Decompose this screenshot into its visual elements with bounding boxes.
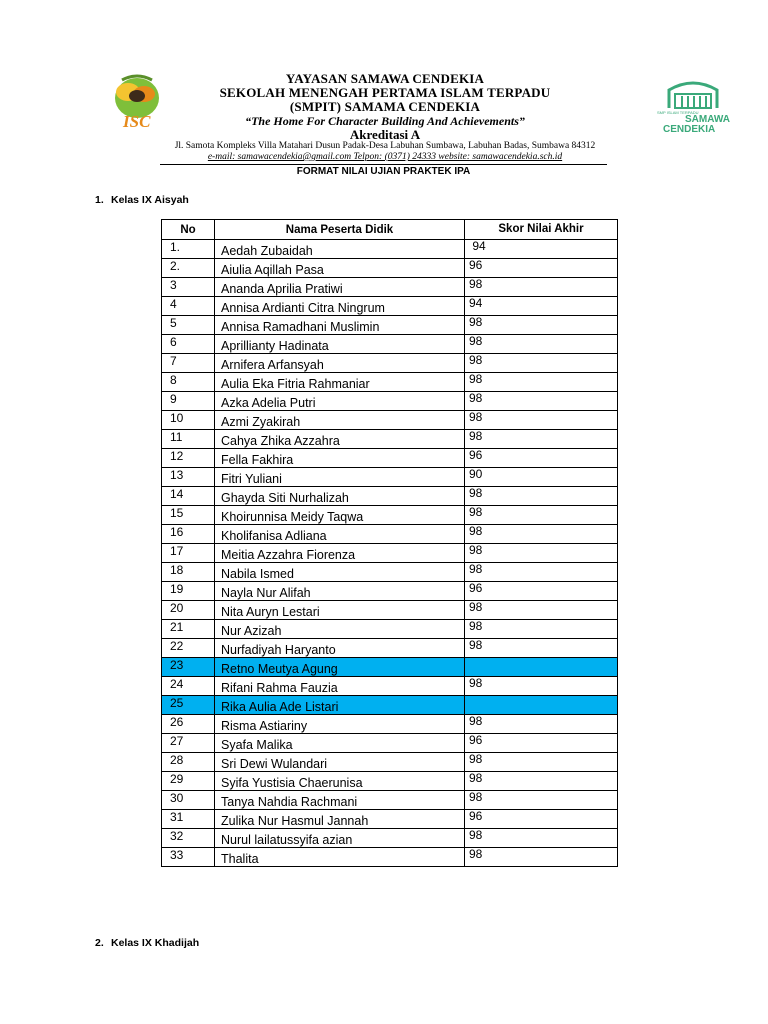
student-name: Arnifera Arfansyah <box>215 354 465 373</box>
row-number: 1. <box>162 240 215 259</box>
student-name: Kholifanisa Adliana <box>215 525 465 544</box>
section-heading-2: 2. Kelas IX Khadijah <box>95 937 200 949</box>
student-name: Sri Dewi Wulandari <box>215 753 465 772</box>
table-row <box>162 563 618 582</box>
final-score: 96 <box>465 582 618 601</box>
table-row <box>162 753 618 772</box>
table-row <box>162 677 618 696</box>
row-number: 9 <box>162 392 215 411</box>
table-row <box>162 430 618 449</box>
row-number: 31 <box>162 810 215 829</box>
row-number: 5 <box>162 316 215 335</box>
row-number: 12 <box>162 449 215 468</box>
student-name: Syafa Malika <box>215 734 465 753</box>
student-name: Ananda Aprilia Pratiwi <box>215 278 465 297</box>
table-row <box>162 772 618 791</box>
student-name: Zulika Nur Hasmul Jannah <box>215 810 465 829</box>
table-row <box>162 582 618 601</box>
header-score: Skor Nilai Akhir <box>465 220 618 240</box>
table-row <box>162 601 618 620</box>
final-score: 98 <box>465 620 618 639</box>
row-number: 29 <box>162 772 215 791</box>
row-number: 10 <box>162 411 215 430</box>
row-number: 24 <box>162 677 215 696</box>
table-row <box>162 810 618 829</box>
final-score: 98 <box>465 772 618 791</box>
final-score: 96 <box>465 449 618 468</box>
row-number: 20 <box>162 601 215 620</box>
student-name: Meitia Azzahra Fiorenza <box>215 544 465 563</box>
final-score: 98 <box>465 430 618 449</box>
table-row <box>162 411 618 430</box>
student-name: Nayla Nur Alifah <box>215 582 465 601</box>
table-row <box>162 240 618 259</box>
logo-left-text: ISC <box>123 112 151 131</box>
row-number: 27 <box>162 734 215 753</box>
final-score: 98 <box>465 677 618 696</box>
table-header-row <box>162 220 618 240</box>
student-name: Rika Aulia Ade Listari <box>215 696 465 715</box>
table-row <box>162 734 618 753</box>
table-row <box>162 392 618 411</box>
student-name: Cahya Zhika Azzahra <box>215 430 465 449</box>
row-number: 7 <box>162 354 215 373</box>
row-number: 32 <box>162 829 215 848</box>
final-score: 98 <box>465 544 618 563</box>
table-row <box>162 791 618 810</box>
section-heading-1: 1. Kelas IX Aisyah <box>95 194 189 206</box>
final-score <box>465 658 618 677</box>
row-number: 17 <box>162 544 215 563</box>
table-row <box>162 278 618 297</box>
student-name: Nita Auryn Lestari <box>215 601 465 620</box>
final-score: 96 <box>465 259 618 278</box>
final-score: 98 <box>465 506 618 525</box>
student-name: Aulia Eka Fitria Rahmaniar <box>215 373 465 392</box>
final-score: 98 <box>465 487 618 506</box>
final-score: 98 <box>465 715 618 734</box>
final-score: 98 <box>465 829 618 848</box>
row-number: 11 <box>162 430 215 449</box>
table-row <box>162 373 618 392</box>
school-level: SEKOLAH MENENGAH PERTAMA ISLAM TERPADU <box>219 85 551 100</box>
table-row <box>162 468 618 487</box>
row-number: 28 <box>162 753 215 772</box>
final-score: 98 <box>465 392 618 411</box>
final-score: 90 <box>465 468 618 487</box>
student-name: Aedah Zubaidah <box>215 240 465 259</box>
student-name: Fella Fakhira <box>215 449 465 468</box>
student-name: Tanya Nahdia Rachmani <box>215 791 465 810</box>
table-row <box>162 620 618 639</box>
final-score: 98 <box>465 316 618 335</box>
student-name: Retno Meutya Agung <box>215 658 465 677</box>
document-title: FORMAT NILAI UJIAN PRAKTEK IPA <box>296 166 471 177</box>
table-row <box>162 696 618 715</box>
row-number: 21 <box>162 620 215 639</box>
student-name: Annisa Ramadhani Muslimin <box>215 316 465 335</box>
table-row <box>162 639 618 658</box>
student-name: Azmi Zyakirah <box>215 411 465 430</box>
final-score: 98 <box>465 848 618 867</box>
student-name: Fitri Yuliani <box>215 468 465 487</box>
row-number: 13 <box>162 468 215 487</box>
header-name: Nama Peserta Didik <box>215 220 465 240</box>
logo-right-line1: SAMAWA <box>685 114 730 125</box>
row-number: 33 <box>162 848 215 867</box>
final-score: 98 <box>465 639 618 658</box>
table-row <box>162 848 618 867</box>
score-table <box>161 219 618 867</box>
student-name: Ghayda Siti Nurhalizah <box>215 487 465 506</box>
final-score: 96 <box>465 810 618 829</box>
table-row <box>162 316 618 335</box>
row-number: 6 <box>162 335 215 354</box>
table-row <box>162 354 618 373</box>
table-row <box>162 297 618 316</box>
student-name: Aprillianty Hadinata <box>215 335 465 354</box>
table-row <box>162 449 618 468</box>
letterhead-divider <box>160 164 607 165</box>
row-number: 19 <box>162 582 215 601</box>
student-name: Nabila Ismed <box>215 563 465 582</box>
row-number: 23 <box>162 658 215 677</box>
final-score <box>465 696 618 715</box>
row-number: 18 <box>162 563 215 582</box>
student-name: Rifani Rahma Fauzia <box>215 677 465 696</box>
table-row <box>162 259 618 278</box>
row-number: 8 <box>162 373 215 392</box>
row-number: 25 <box>162 696 215 715</box>
student-name: Syifa Yustisia Chaerunisa <box>215 772 465 791</box>
student-name: Risma Astiariny <box>215 715 465 734</box>
final-score: 98 <box>465 791 618 810</box>
school-contact: e-mail: samawacendekia@gmail.com Telpon: (0371) 24333 website: samawacendekia.sch.id <box>207 152 563 162</box>
table-row <box>162 715 618 734</box>
student-name: Annisa Ardianti Citra Ningrum <box>215 297 465 316</box>
accreditation: Akreditasi A <box>349 127 421 142</box>
student-name: Khoirunnisa Meidy Taqwa <box>215 506 465 525</box>
table-row <box>162 544 618 563</box>
table-row <box>162 506 618 525</box>
header-no: No <box>162 220 215 240</box>
logo-right-small: SMP ISLAM TERPADU <box>657 110 699 115</box>
student-name: Azka Adelia Putri <box>215 392 465 411</box>
row-number: 26 <box>162 715 215 734</box>
final-score: 96 <box>465 734 618 753</box>
row-number: 2. <box>162 259 215 278</box>
row-number: 15 <box>162 506 215 525</box>
final-score: 94 <box>465 297 618 316</box>
student-name: Nurfadiyah Haryanto <box>215 639 465 658</box>
table-row <box>162 335 618 354</box>
row-number: 30 <box>162 791 215 810</box>
row-number: 14 <box>162 487 215 506</box>
final-score: 98 <box>465 753 618 772</box>
final-score: 98 <box>465 411 618 430</box>
school-motto: “The Home For Character Building And Achievements” <box>245 114 525 128</box>
student-name: Thalita <box>215 848 465 867</box>
foundation-name: YAYASAN SAMAWA CENDEKIA <box>285 71 485 86</box>
school-name: (SMPIT) SAMAMA CENDEKIA <box>289 99 481 114</box>
table-row <box>162 487 618 506</box>
final-score: 98 <box>465 601 618 620</box>
row-number: 22 <box>162 639 215 658</box>
final-score: 98 <box>465 563 618 582</box>
school-address: Jl. Samota Kompleks Villa Matahari Dusun Padak-Desa Labuhan Sumbawa, Labuhan Badas, Sumbawa 84312 <box>174 141 596 151</box>
student-name: Nur Azizah <box>215 620 465 639</box>
logo-right-line2: CENDEKIA <box>663 124 716 134</box>
table-row <box>162 525 618 544</box>
table-row <box>162 829 618 848</box>
table-row <box>162 658 618 677</box>
final-score: 94 <box>465 240 618 259</box>
row-number: 4 <box>162 297 215 316</box>
student-name: Aiulia Aqillah Pasa <box>215 259 465 278</box>
final-score: 98 <box>465 373 618 392</box>
final-score: 98 <box>465 278 618 297</box>
final-score: 98 <box>465 525 618 544</box>
row-number: 16 <box>162 525 215 544</box>
row-number: 3 <box>162 278 215 297</box>
final-score: 98 <box>465 335 618 354</box>
letterhead <box>150 72 620 142</box>
final-score: 98 <box>465 354 618 373</box>
school-logo-right <box>655 78 731 134</box>
student-name: Nurul lailatussyifa azian <box>215 829 465 848</box>
